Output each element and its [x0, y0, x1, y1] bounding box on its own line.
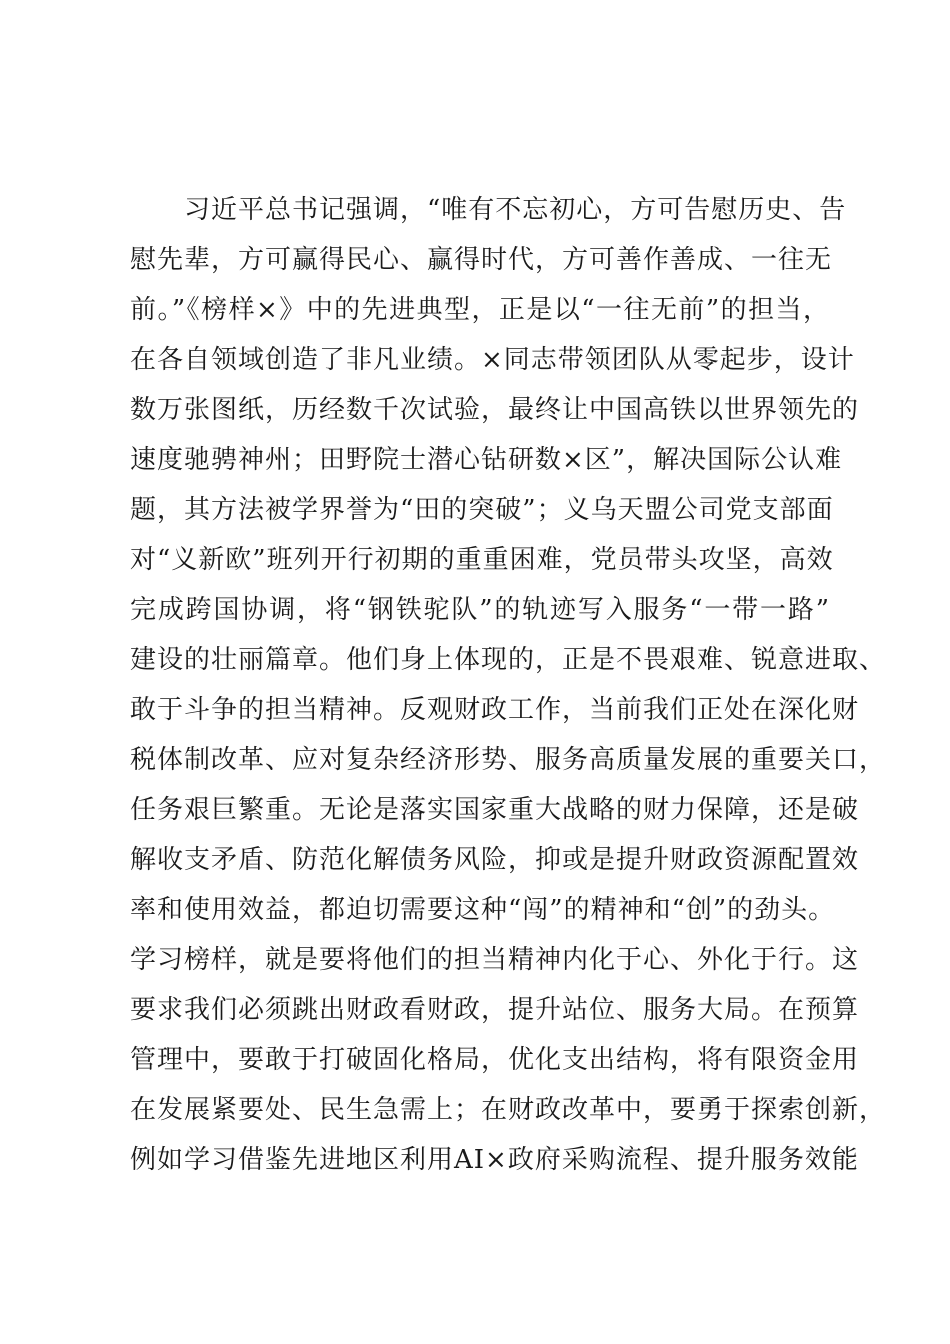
text-line: 速度驰骋神州；田野院士潜心钻研数×区”，解决国际公认难	[130, 445, 843, 475]
text-line: 率和使用效益，都迫切需要这种“闯”的精神和“创”的劲头。	[130, 895, 836, 925]
text-line: 要求我们必须跳出财政看财政，提升站位、服务大局。在预算	[130, 995, 860, 1025]
text-line: 慰先辈，方可赢得民心、赢得时代，方可善作善成、一往无	[130, 245, 833, 275]
text-line: 在各自领域创造了非凡业绩。×同志带领团队从零起步，设计	[130, 345, 855, 375]
text-line: 完成跨国协调，将“钢铁驼队”的轨迹写入服务“一带一路”	[130, 595, 830, 625]
text-line: 学习榜样，就是要将他们的担当精神内化于心、外化于行。这	[130, 945, 860, 975]
text-line: 建设的壮丽篇章。他们身上体现的，正是不畏艰难、锐意进取、	[130, 645, 887, 675]
text-line: 对“义新欧”班列开行初期的重重困难，党员带头攻坚，高效	[130, 545, 834, 575]
text-line: 任务艰巨繁重。无论是落实国家重大战略的财力保障，还是破	[130, 795, 860, 825]
text-line: 解收支矛盾、防范化解债务风险，抑或是提升财政资源配置效	[130, 845, 860, 875]
text-line: 前。”《榜样×》中的先进典型，正是以“一往无前”的担当，	[130, 295, 830, 325]
text-line: 数万张图纸，历经数千次试验，最终让中国高铁以世界领先的	[130, 395, 860, 425]
text-line: 例如学习借鉴先进地区利用AI×政府采购流程、提升服务效能	[130, 1145, 859, 1175]
text-line: 在发展紧要处、民生急需上；在财政改革中，要勇于探索创新，	[130, 1095, 887, 1125]
text-line: 税体制改革、应对复杂经济形势、服务高质量发展的重要关口，	[130, 745, 887, 775]
text-line: 敢于斗争的担当精神。反观财政工作，当前我们正处在深化财	[130, 695, 860, 725]
text-line: 习近平总书记强调，“唯有不忘初心，方可告慰历史、告	[130, 195, 847, 225]
body-paragraph	[130, 185, 887, 1185]
text-line: 题，其方法被学界誉为“田的突破”；义乌天盟公司党支部面	[130, 495, 834, 525]
text-line: 管理中，要敢于打破固化格局，优化支出结构，将有限资金用	[130, 1045, 860, 1075]
